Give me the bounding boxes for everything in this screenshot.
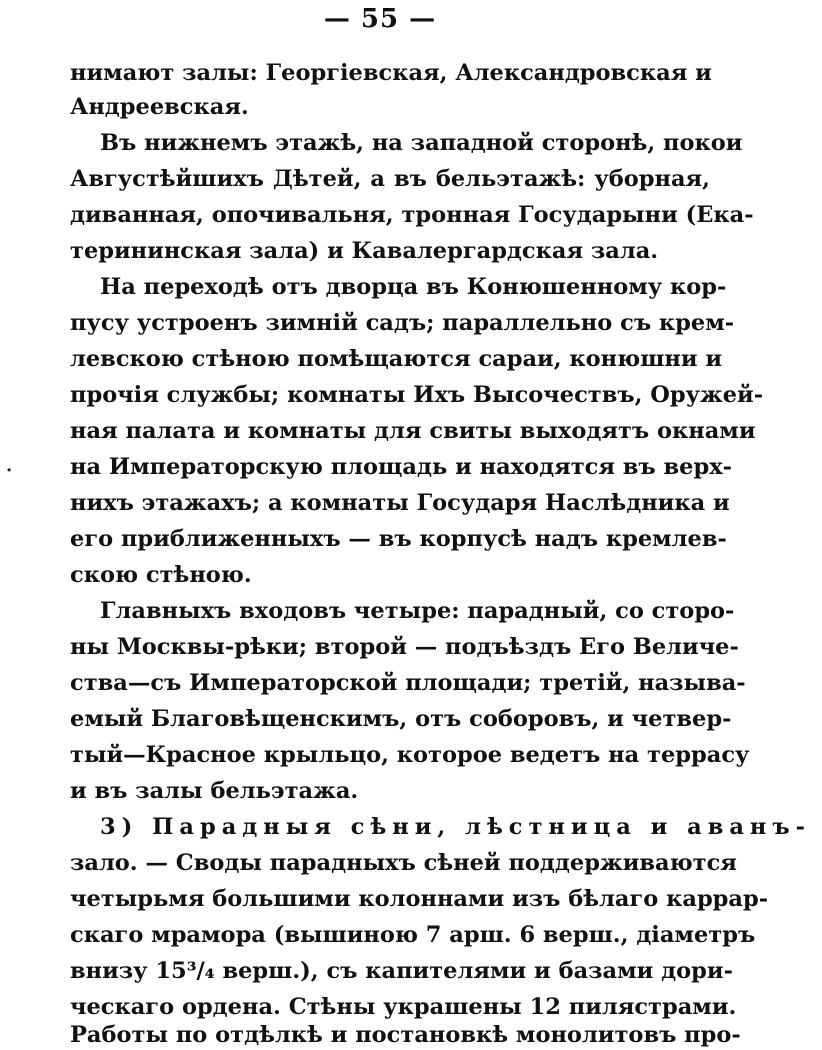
text-line: его приближенныхъ — въ корпусѣ надъ кремлев- [70, 526, 727, 552]
text-line: Въ нижнемъ этажѣ, на западной сторонѣ, покои [100, 130, 743, 156]
text-line: внизу 15³/₄ верш.), съ капителями и базами дори- [70, 958, 733, 984]
text-line: на Императорскую площадь и находятся въ верх- [70, 454, 732, 480]
text-line: терининская зала) и Кавалергардская зала. [70, 238, 659, 264]
text-line: ства—съ Императорской площади; третій, называ- [70, 670, 746, 696]
text-line: нимают залы: Георгіевская, Александровская и [70, 60, 712, 86]
text-line: скаго мрамора (вышиною 7 арш. 6 верш., діаметръ [70, 922, 756, 948]
text-line: левскою стѣною помѣщаются сараи, конюшни и [70, 346, 723, 372]
text-line: ческаго ордена. Стѣны украшены 12 пилястрами. [70, 994, 737, 1020]
text-line: зало. — Своды парадныхъ сѣней поддерживаются [70, 850, 737, 876]
text-line: тый—Красное крыльцо, которое ведетъ на террасу [70, 742, 750, 768]
text-line: ная палата и комнаты для свиты выходятъ окнами [70, 418, 756, 444]
text-line: Августѣйшихъ Дѣтей, а въ бельэтажѣ: уборная, [70, 166, 710, 192]
text-line: емый Благовѣщенскимъ, отъ соборовъ, и четвер- [70, 706, 732, 732]
text-line: диванная, опочивальня, тронная Государыни (Ека- [70, 202, 754, 228]
text-line: скою стѣною. [70, 562, 252, 588]
section-heading-line: 3) Парадныя сѣни, лѣстница и аванъ- [100, 814, 811, 840]
text-line: На переходѣ отъ дворца въ Конюшенному кор- [100, 274, 727, 300]
margin-mark: · [6, 460, 13, 481]
page-number: — 55 — [323, 4, 437, 34]
text-line: пусу устроенъ зимній садъ; параллельно съ крем- [70, 310, 735, 336]
text-line: нихъ этажахъ; а комнаты Государя Наслѣдника и [70, 490, 730, 516]
text-line: прочія службы; комнаты Ихъ Высочествъ, Оружей- [70, 382, 764, 408]
text-line: Главныхъ входовъ четыре: парадный, со сторо- [100, 598, 735, 624]
text-line: четырьмя большими колоннами изъ бѣлаго каррар- [70, 886, 769, 912]
text-line: Работы по отдѣлкѣ и постановкѣ монолитовъ про- [70, 1022, 741, 1048]
text-line: и въ залы бельэтажа. [70, 778, 359, 804]
text-line: Андреевская. [70, 94, 249, 120]
text-line: ны Москвы-рѣки; второй — подъѣздъ Его Величе- [70, 634, 739, 660]
